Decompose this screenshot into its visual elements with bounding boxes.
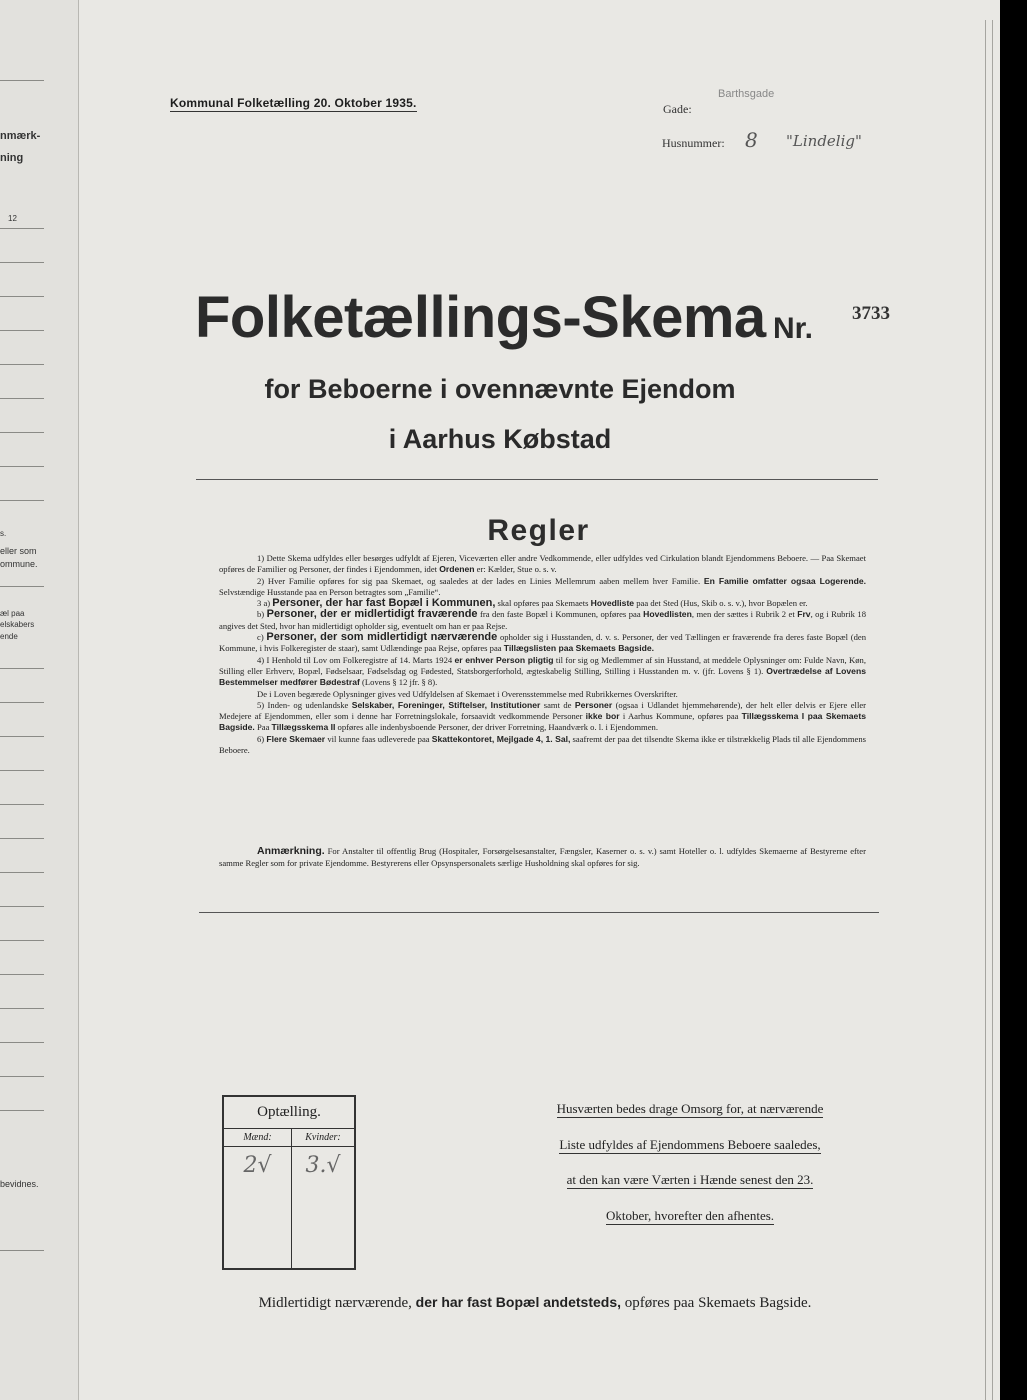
subtitle-residents: for Beboerne i ovennævnte Ejendom: [264, 374, 736, 404]
street-value: Barthsgade: [718, 88, 775, 100]
notice-line: Husværten bedes drage Omsorg for, at nærværende: [556, 1101, 824, 1116]
ruled-line: [0, 1250, 44, 1251]
rule-1: 1) Dette Skema udfyldes eller besørges udfyldt af Ejeren, Viceværten eller andre Vedkommende, eller udfyldes ved Cirkulation blandt Ejendommens Beboere. — Paa Skemaet opføres de Familier og Personer, der findes i Ejendommen, idet Ordenen er: Kælder, Stue o. s. v.: [219, 553, 866, 575]
census-title: Kommunal Folketælling 20. Oktober 1935.: [170, 96, 417, 110]
notice-line: Oktober, hvorefter den afhentes.: [605, 1208, 775, 1223]
prev-page-text: ende: [0, 632, 18, 641]
ruled-line: [0, 702, 44, 703]
previous-page-edge: [0, 0, 79, 1400]
rule-3c: c) Personer, der som midlertidigt nærværende opholder sig i Husstanden, d. v. s. Personer, der ved Tællingen er fraværende fra deres faste Bopæl (den Kommune, i hvis Folkeregister de staar), samt Udlændinge paa Rejse, opføres paa Tillægslisten paa Skemaets Bagside.: [219, 631, 866, 654]
ruled-line: [0, 466, 44, 467]
footer-note: Midlertidigt nærværende, der har fast Bopæl andetsteds, opføres paa Skemaets Bagside.: [258, 1294, 812, 1311]
form-title: Folketællings-Skema: [195, 285, 766, 350]
subtitle-city: i Aarhus Købstad: [388, 424, 612, 454]
ruled-line: [0, 296, 44, 297]
ruled-line: [0, 1008, 44, 1009]
ruled-line: [0, 364, 44, 365]
prev-page-text: 12: [8, 214, 17, 223]
ruled-line: [0, 668, 44, 669]
house-number-value: 8: [745, 128, 758, 152]
remark-text: For Anstalter til offentlig Brug (Hospitaler, Forsørgelsesanstalter, Fængsler, Kaserner o. s. v.) samt Hoteller o. l. udfyldes Skemaerne af Bestyrerne efter samme Regler som for private Ejendomme. Bestyrerens eller Opsynspersonalets særlige Husholdning skal opføres for sig.: [219, 846, 866, 868]
notice-line: at den kan være Værten i Hænde senest den 23.: [566, 1172, 814, 1187]
prev-page-text: ommune.: [0, 559, 38, 569]
ruled-line: [0, 500, 44, 501]
prev-page-text: s.: [0, 529, 7, 538]
women-column: [292, 1129, 354, 1268]
ruled-line: [0, 804, 44, 805]
remark-label: Anmærkning.: [257, 845, 325, 857]
rule-6: 6) Flere Skemaer vil kunne faas udleverede paa Skattekontoret, Mejlgade 4, 1. Sal, saafremt der paa det tilsendte Skema ikke er tilstrækkelig Plads til alle Ejendommens Beboere.: [219, 733, 866, 756]
men-count: 2√: [243, 1153, 272, 1178]
remark: [219, 846, 866, 869]
prev-page-text: æl paa: [0, 609, 25, 618]
prev-page-text: nmærk-: [0, 130, 41, 142]
rule-4b: De i Loven begærede Oplysninger gives ved Udfyldelsen af Skemaet i Overensstemmelse med Rubrikkernes Overskrifter.: [257, 688, 678, 699]
number-label: Nr.: [773, 312, 814, 345]
ruled-line: [0, 770, 44, 771]
men-column: [224, 1129, 292, 1268]
prev-page-text: bevidnes.: [0, 1179, 39, 1189]
ruled-line: [0, 940, 44, 941]
ruled-line: [0, 330, 44, 331]
prev-page-text: eller som: [0, 546, 37, 556]
women-label: Kvinder:: [292, 1129, 354, 1147]
ruled-line: [0, 1076, 44, 1077]
rules-heading: Regler: [487, 514, 590, 547]
ruled-line: [0, 736, 44, 737]
page-edge: [992, 20, 993, 1400]
divider: [196, 479, 878, 480]
notice-line: Liste udfyldes af Ejendommens Beboere saaledes,: [559, 1137, 821, 1152]
ruled-line: [0, 228, 44, 229]
ruled-line: [0, 838, 44, 839]
ruled-line: [0, 262, 44, 263]
prev-page-text: ning: [0, 152, 24, 164]
prev-page-text: elskabers: [0, 620, 35, 629]
rule-5: 5) Inden- og udenlandske Selskaber, Foreninger, Stiftelser, Institutioner samt de Personer (ogsaa i Udlandet hjemmehørende), der helt eller delvis er Ejere eller Medejere af Ejendommen, eller som i denne har Forretningslokale, forsaavidt vedkommende Personer ikke bor i Aarhus Kommune, opføres paa Tillægsskema I paa Skemaets Bagside. Paa Tillægsskema II opføres alle indenbysboende Personer, der driver Forretning, Haandværk o. l. i Ejendommen.: [219, 699, 867, 733]
count-box-title: Optælling.: [224, 1097, 354, 1129]
rule-3a: 3 a) Personer, der har fast Bopæl i Kommunen, skal opføres paa Skemaets Hovedliste paa det Sted (Hus, Skib o. s. v.), hvor Bopælen er.: [257, 597, 808, 610]
ruled-line: [0, 974, 44, 975]
ruled-line: [0, 1110, 44, 1111]
divider: [199, 912, 879, 913]
ruled-line: [0, 906, 44, 907]
men-label: Mænd:: [224, 1129, 291, 1147]
page-edge: [985, 20, 986, 1400]
rule-2: 2) Hver Familie opføres for sig paa Skemaet, og saaledes at der lades en Linies Mellemrum aaben mellem hver Familie. En Familie omfatter ogsaa Logerende. Selvstændige Husstande paa en Person betragtes som „Familie“.: [219, 575, 866, 597]
street-label: Gade:: [663, 102, 692, 116]
ruled-line: [0, 872, 44, 873]
ruled-line: [0, 586, 44, 587]
house-name-value: "Lindelig": [786, 132, 862, 150]
house-number-label: Husnummer:: [662, 136, 725, 150]
women-count: 3.√: [305, 1153, 341, 1178]
rule-3b: b) Personer, der er midlertidigt fraværende fra den faste Bopæl i Kommunen, opføres paa Hovedlisten, men der sættes i Rubrik 2 et Frv, og i Rubrik 18 angives det Sted, hvor han midlertidigt opholder sig, eventuelt om han er paa Rejse.: [219, 608, 867, 631]
count-box: [222, 1095, 356, 1270]
ruled-line: [0, 80, 44, 81]
form-number: 3733: [852, 303, 890, 324]
rule-4: 4) I Henhold til Lov om Folkeregistre af 14. Marts 1924 er enhver Person pligtig til for sig og Medlemmer af sin Husstand, at meddele Oplysninger om: Fulde Navn, Køn, Stilling eller Erhverv, Bopæl, Fødselsaar, Fødselsdag og Fødested, Statsborgerforhold, ægteskabelig Stilling, Stilling i Husstanden m. v. (jfr. Lovens § 1). Overtrædelse af Lovens Bestemmelser medfører Bødestraf (Lovens § 12 jfr. § 8).: [219, 654, 866, 688]
rules-text: [219, 553, 866, 756]
ruled-line: [0, 1042, 44, 1043]
